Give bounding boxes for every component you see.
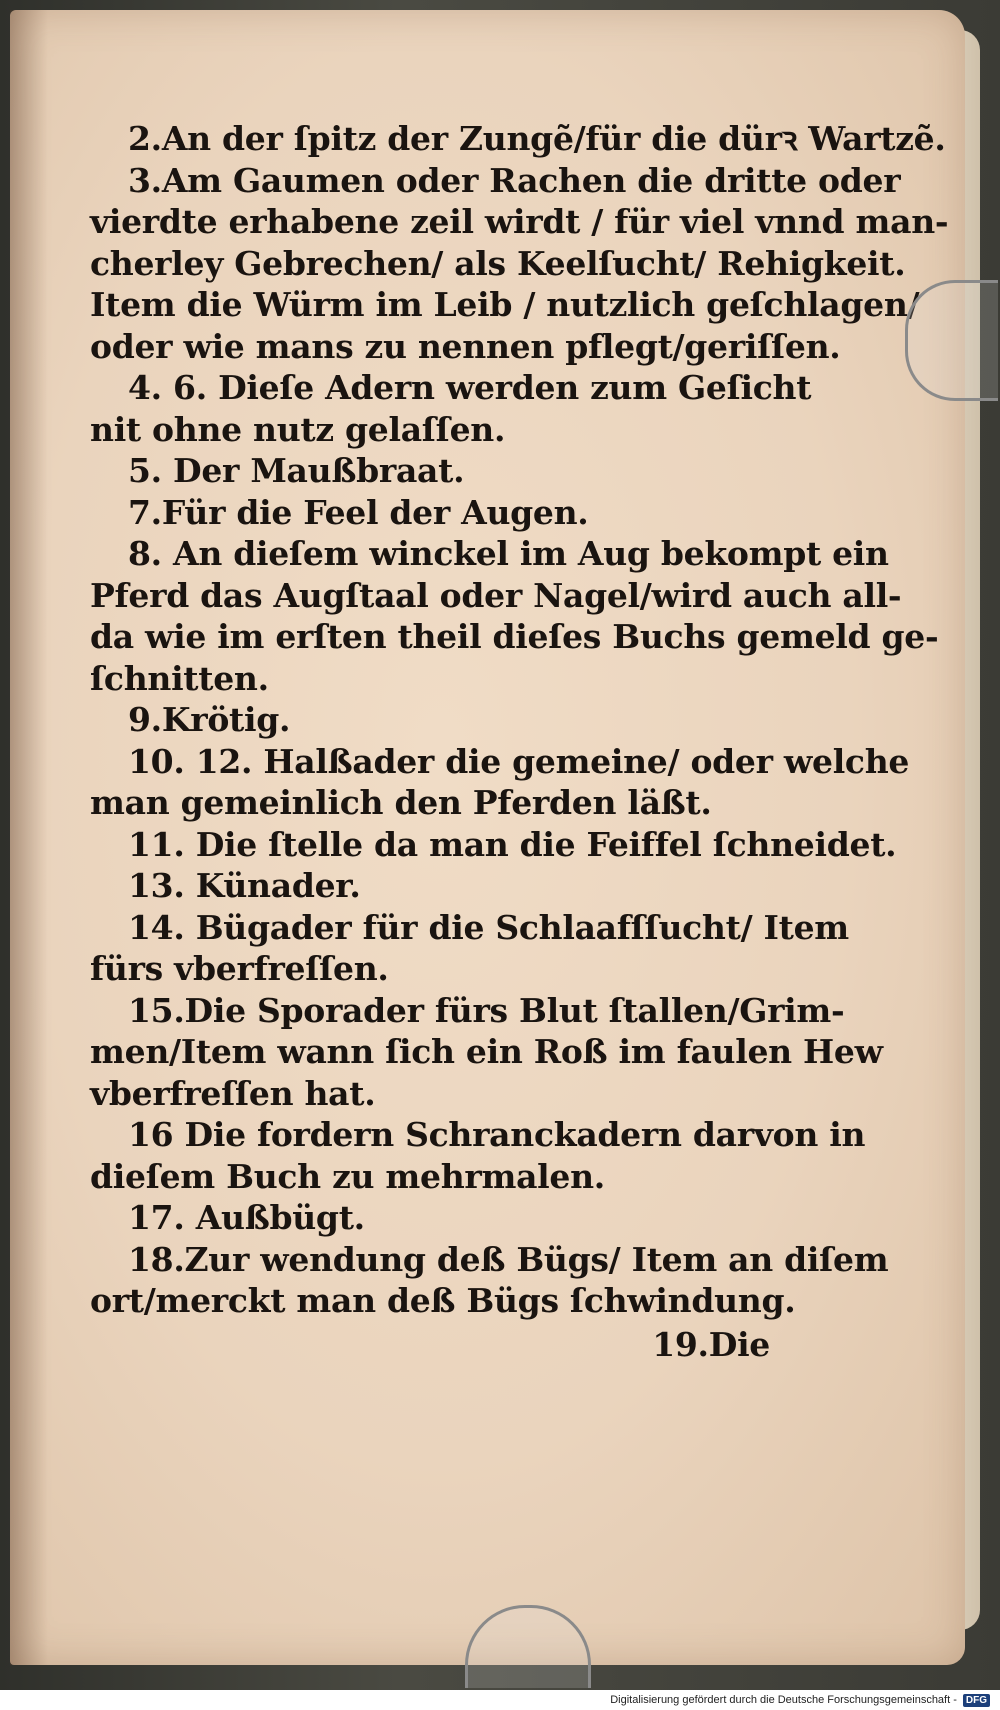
book-page <box>10 10 965 1665</box>
text-line: 4. 6. Dieſe Adern werden zum Geſicht <box>128 368 812 407</box>
text-line: 7.Für die Feel der Augen. <box>128 492 589 532</box>
text-line: oder wie mans zu nennen pflegt/geriſſen. <box>90 326 841 366</box>
text-line: 5. Der Maußbraat. <box>128 451 465 490</box>
text-line: 10. 12. Halßader die gemeine/ oder welche <box>128 741 910 781</box>
text-line: da wie im erſten theil dieſes Buchs gemeld ge- <box>90 617 939 656</box>
text-line: 2.An der ſpitz der Zungẽ/für die dürꝛ Wartzẽ. <box>128 119 946 158</box>
text-line: vierdte erhabene zeil wirdt / für viel vnnd man- <box>90 202 949 241</box>
dfg-logo: DFG <box>963 1694 990 1707</box>
text-line: vberfreſſen hat. <box>90 1073 376 1113</box>
text-line: ſchnitten. <box>90 658 269 698</box>
text-line: 17. Außbügt. <box>128 1198 365 1237</box>
text-line: 9.Krötig. <box>128 700 291 739</box>
text-line: ort/merckt man deß Bügs ſchwindung. <box>90 1281 796 1320</box>
text-line: dieſem Buch zu mehrmalen. <box>90 1156 605 1196</box>
page-clip-right <box>905 280 998 401</box>
text-line: 14. Bügader für die Schlaafſſucht/ Item <box>128 907 849 947</box>
text-line: nit ohne nutz gelaſſen. <box>90 409 506 449</box>
text-line: 13. Künader. <box>128 866 361 905</box>
text-line: 11. Die ſtelle da man die Feiffel ſchneidet. <box>128 824 897 864</box>
text-line: Pferd das Augſtaal oder Nagel/wird auch all- <box>90 575 902 615</box>
catchword: 19.Die <box>652 1324 770 1364</box>
text-line: 3.Am Gaumen oder Rachen die dritte oder <box>128 160 901 200</box>
page-text <box>90 118 949 1365</box>
text-line: 16 Die fordern Schranckadern darvon in <box>128 1115 866 1154</box>
text-line: Item die Würm im Leib / nutzlich geſchlagen/ <box>90 285 920 324</box>
text-line: 8. An dieſem winckel im Aug bekompt ein <box>128 534 889 573</box>
text-line: 15.Die Sporader fürs Blut ſtallen/Grim- <box>128 990 845 1030</box>
text-line: 18.Zur wendung deß Bügs/ Item an diſem <box>128 1239 889 1279</box>
digitization-footer <box>0 1690 1000 1710</box>
text-line: fürs vberfreſſen. <box>90 949 389 988</box>
text-line: men/Item wann ſich ein Roß im faulen Hew <box>90 1032 883 1071</box>
text-line: man gemeinlich den Pferden läßt. <box>90 783 712 822</box>
text-line: cherley Gebrechen/ als Keelſucht/ Rehigkeit. <box>90 243 906 283</box>
footer-credit: Digitalisierung gefördert durch die Deutsche Forschungsgemeinschaft - <box>610 1694 957 1706</box>
